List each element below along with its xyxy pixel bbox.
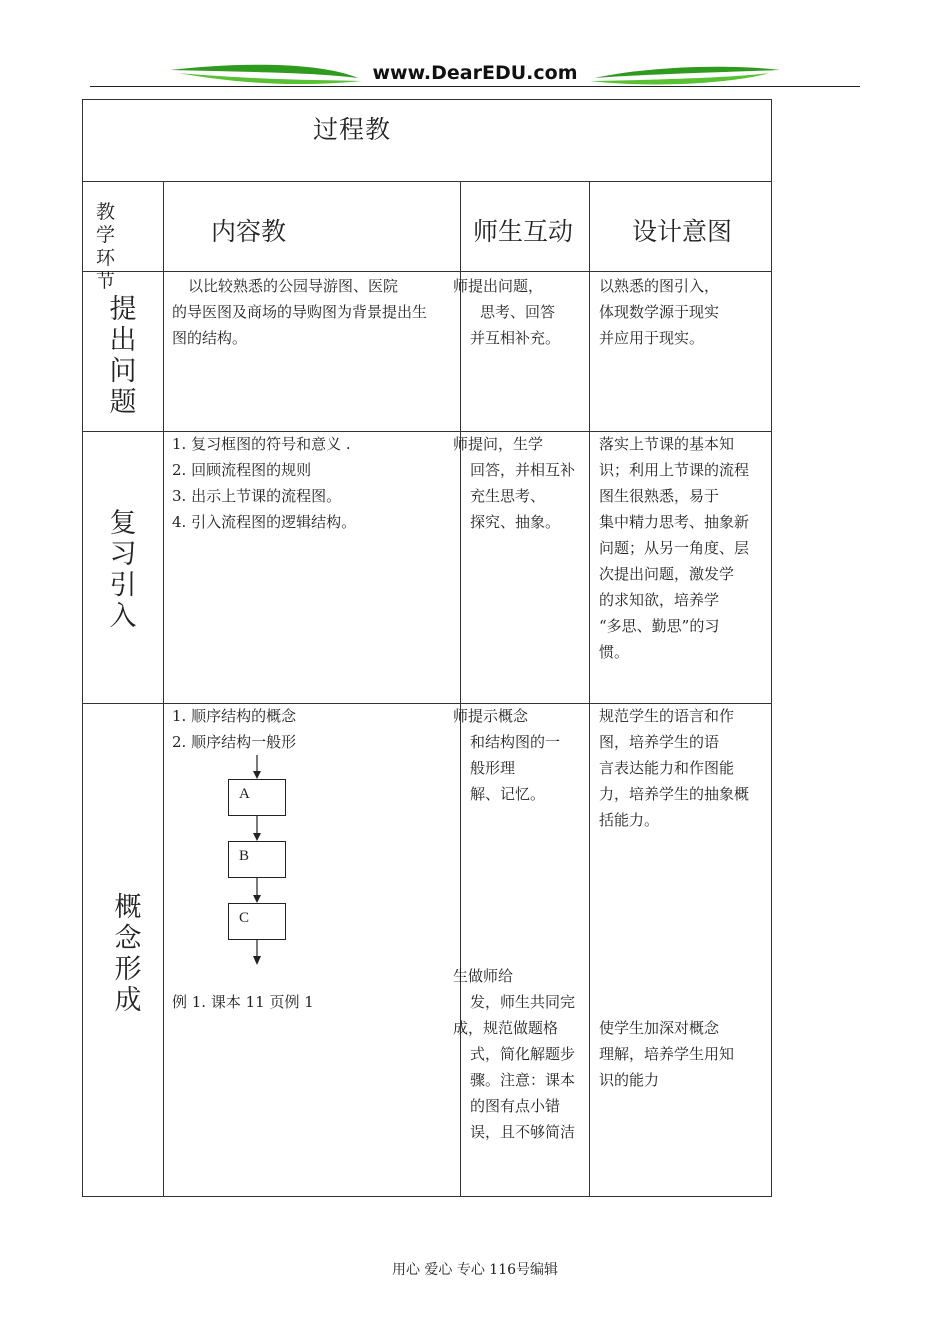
flow-box-b: B (228, 841, 286, 878)
header-interaction: 师生互动 (473, 217, 574, 246)
header-content: 内容教 (211, 217, 287, 246)
row3-interaction: 师提示概念 和结构图的一 般形理 解、记忆。 (453, 707, 561, 803)
row1-intent: 以熟悉的图引入， 体现数学源于现实 并应用于现实。 (599, 277, 720, 347)
stage-label-3: 概念形成 (114, 892, 142, 1016)
flow-box-c: C (228, 903, 286, 940)
header-rule (90, 86, 860, 87)
stage-label-1: 提出问题 (109, 294, 137, 418)
flow-box-a: A (228, 779, 286, 816)
row2-content: 1. 复习框图的符号和意义 . 2. 回顾流程图的规则 3. 出示上节课的流程图。 4. 引入流程图的逻辑结构。 (172, 435, 357, 531)
site-logo-text: www.DearEDU.com (372, 62, 578, 84)
row3-intent-example: 使学生加深对概念 理解，培养学生用知 识的能力 (599, 1019, 735, 1089)
row2-intent: 落实上节课的基本知 识；利用上节课的流程 图生很熟悉，易于 集中精力思考、抽象新 问题；从另一角度、层 次提出问题，激发学 的求知欲，培养学 “多思、勤思”的习 惯。 (599, 435, 750, 661)
row3-interaction-example: 生做师给 发，师生共同完 成，规范做题格 式，简化解题步 骤。注意：课本 的图有点小错 误，且不够简洁 (453, 967, 576, 1141)
row3-intent: 规范学生的语言和作 图，培养学生的语 言表达能力和作图能 力，培养学生的抽象概 括能力。 (599, 707, 750, 829)
row2-interaction: 师提问，生学 回答，并相互补 充生思考、 探究、抽象。 (453, 435, 576, 531)
header-stage: 教 学 环 节 (96, 201, 122, 292)
header-intent: 设计意图 (632, 217, 733, 246)
page-footer: 用心 爱心 专心 116号编辑 (391, 1262, 559, 1278)
row1-interaction: 师提出问题， 思考、回答 并互相补充。 (453, 277, 561, 347)
row1-content: 以比较熟悉的公园导游图、医院 的导医图及商场的导购图为背景提出生 图的结构。 (172, 277, 428, 347)
example-label: 例 1. 课本 11 页例 1 (172, 993, 314, 1011)
row3-content: 1. 顺序结构的概念 2. 顺序结构一般形 (172, 707, 297, 751)
table-title: 过程教 (313, 115, 392, 144)
stage-label-2: 复习引入 (109, 508, 137, 632)
